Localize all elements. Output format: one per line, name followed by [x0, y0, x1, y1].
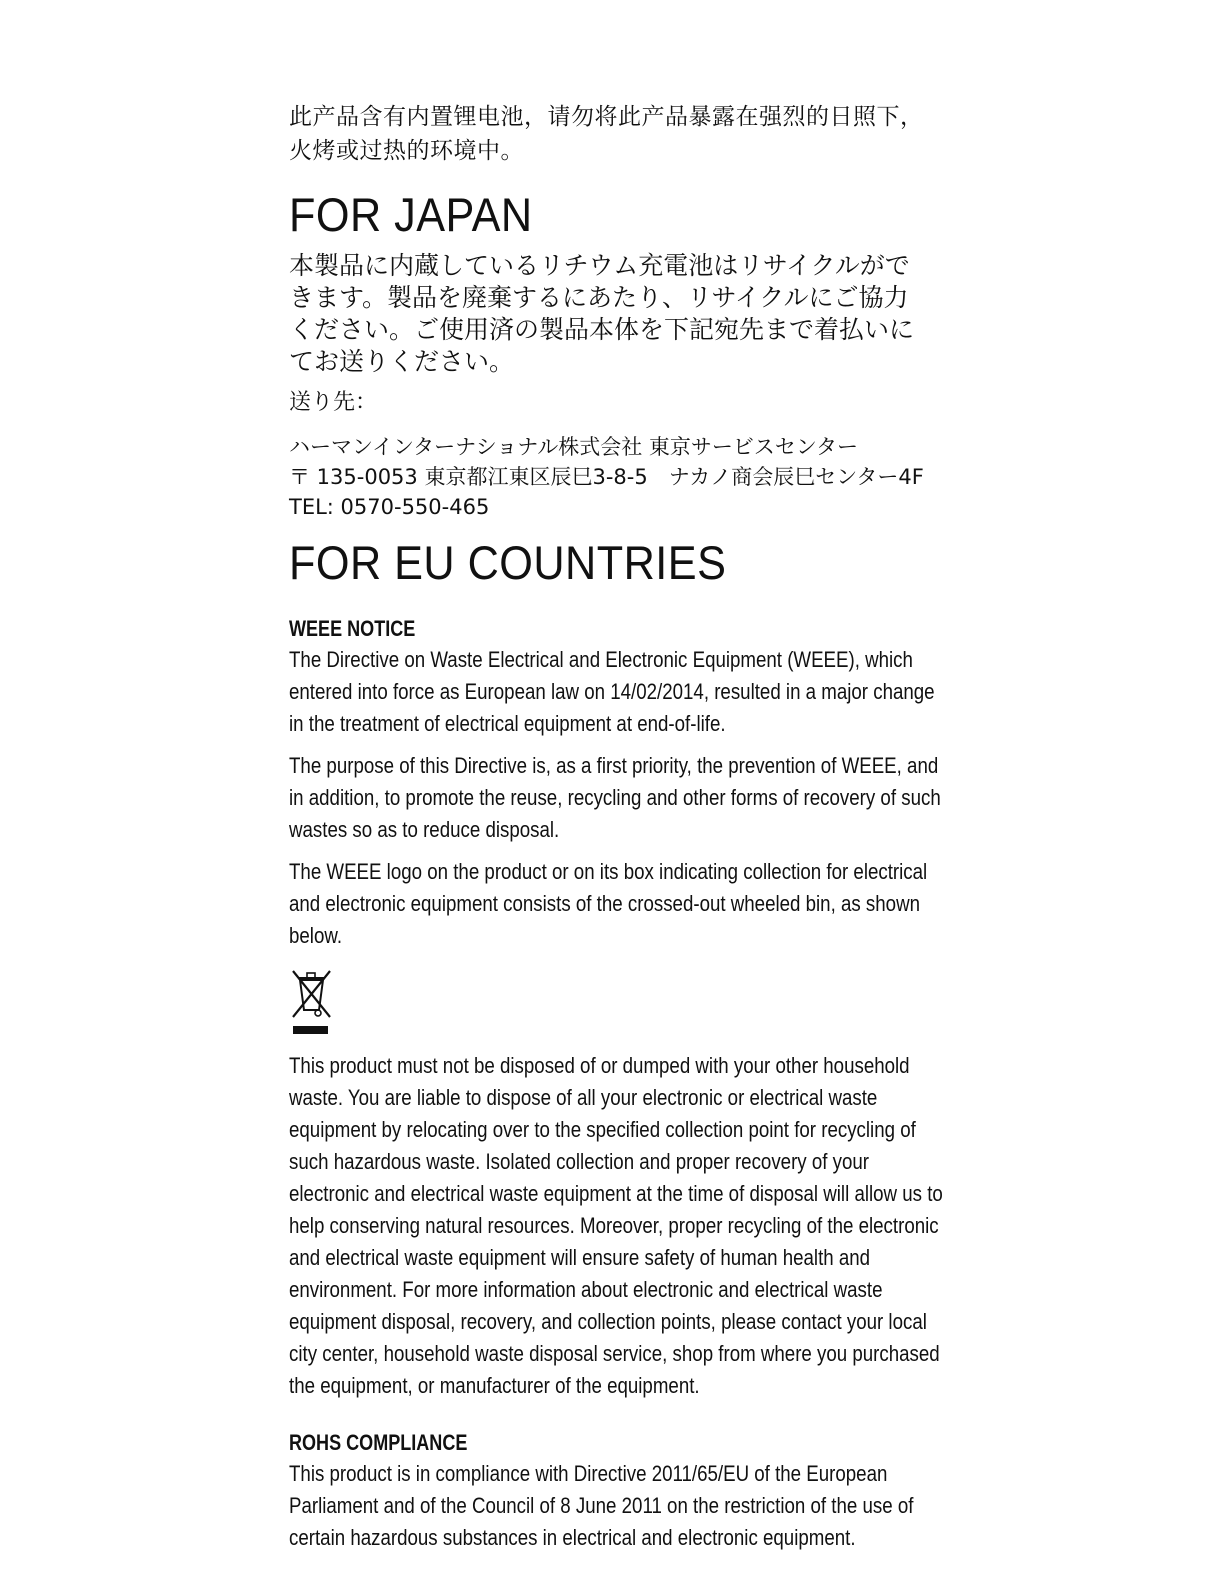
weee-notice-title: WEEE NOTICE [289, 616, 416, 641]
japan-address [289, 432, 969, 522]
weee-paragraph-4: This product must not be disposed of or dumped with your other household waste. You are liable to dispose of all your electronic or electrical waste equipment by relocating over to the specified collection point for recycling of such hazardous waste. Isolated collection and proper recovery of your electronic and electrical waste equipment at the time of disposal will allow us to help conserving natural resources. Moreover, proper recycling of the electronic and electrical waste equipment will ensure safety of human health and environment. For more information about electronic and electrical waste equipment disposal, recovery, and collection points, please contact your local city center, household waste disposal service, shop from where you purchased the equipment, or manufacturer of the equipment. [289, 1053, 943, 1398]
weee-intro [289, 644, 952, 952]
weee-paragraph-1: The Directive on Waste Electrical and Electronic Equipment (WEEE), which entered into force as European law on 14/02/2014, resulted in a major change in the treatment of electrical equipment at end-of-life. [289, 647, 935, 736]
weee-disposal [289, 1050, 952, 1402]
japan-send-to-label: 送り先： [289, 390, 378, 415]
address-company: ハーマンインターナショナル株式会社 東京サービスセンター [289, 435, 859, 459]
crossed-out-wheeled-bin-icon [289, 966, 333, 1040]
japan-recycling-text: 本製品に内蔵しているリチウム充電池はリサイクルができます。製品を廃棄するにあたり、リサイクルにご協力ください。ご使用済の製品本体を下記宛先まで着払いにてお送りください。 [289, 251, 915, 376]
rohs-paragraph: This product is in compliance with Directive 2011/65/EU of the European Parliament and of the Council of 8 June 2011 on the restriction of the use of certain hazardous substances in electrical and electronic equipment. [289, 1461, 914, 1550]
document-page [289, 100, 969, 1564]
address-street: 〒 135-0053 東京都江東区辰巳3-8-5 ナカノ商会辰巳センター4F [289, 465, 924, 489]
eu-heading: FOR EU COUNTRIES [289, 536, 727, 589]
japan-heading: FOR JAPAN [289, 188, 533, 241]
rohs-compliance-title: ROHS COMPLIANCE [289, 1430, 468, 1455]
rohs-body [289, 1458, 952, 1554]
weee-paragraph-3: The WEEE logo on the product or on its box indicating collection for electrical and electronic equipment consists of the crossed-out wheeled bin, as shown below. [289, 859, 928, 948]
weee-paragraph-2: The purpose of this Directive is, as a first priority, the prevention of WEEE, and in addition, to promote the reuse, recycling and other forms of recovery of such wastes so as to reduce disposal. [289, 753, 941, 842]
address-tel: TEL: 0570-550-465 [289, 495, 490, 519]
china-battery-notice: 此产品含有内置锂电池，请勿将此产品暴露在强烈的日照下，火烤或过热的环境中。 [289, 104, 924, 164]
